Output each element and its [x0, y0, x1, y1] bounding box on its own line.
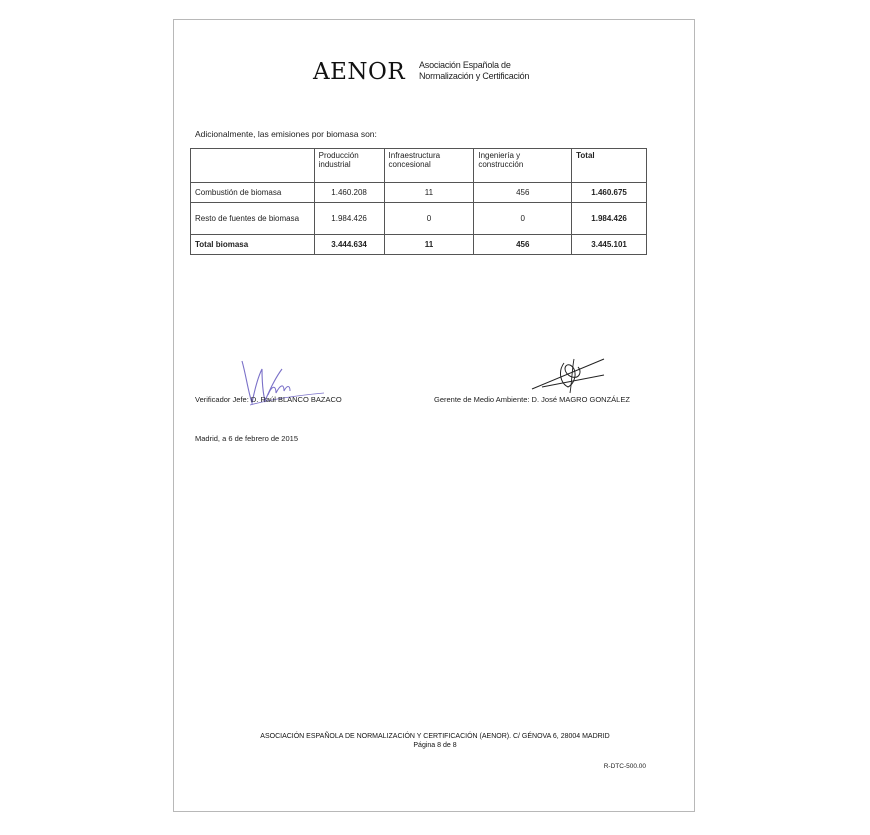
table-cell: 1.460.675: [572, 183, 647, 203]
table-header-cell: Infraestructura concesional: [384, 149, 474, 183]
signature-right-graphic: [528, 353, 608, 397]
biomass-emissions-table: [190, 148, 647, 255]
table-cell: 1.984.426: [572, 203, 647, 235]
table-header-cell: Producción industrial: [314, 149, 384, 183]
table-cell: 3.445.101: [572, 235, 647, 255]
table-header-cell: Ingeniería y construcción: [474, 149, 572, 183]
table-cell: 3.444.634: [314, 235, 384, 255]
logo-org-line2: Normalización y Certificación: [419, 71, 530, 81]
table-row: [191, 235, 647, 255]
table-header-cell: [191, 149, 315, 183]
table-cell: 0: [474, 203, 572, 235]
signatory-right-label: Gerente de Medio Ambiente: D. José MAGRO GONZÁLEZ: [434, 395, 630, 404]
intro-text: Adicionalmente, las emisiones por biomasa son:: [195, 129, 377, 139]
table-cell: 11: [384, 235, 474, 255]
table-header-row: [191, 149, 647, 183]
table-cell: Combustión de biomasa: [191, 183, 315, 203]
logo-wordmark: AENOR: [313, 59, 406, 85]
table-cell: 456: [474, 235, 572, 255]
table-cell: Resto de fuentes de biomasa: [191, 203, 315, 235]
table-cell: 1.460.208: [314, 183, 384, 203]
signatory-left-label: Verificador Jefe: D. Raúl BLANCO BAZACO: [195, 395, 342, 404]
table-header-cell: Total: [572, 149, 647, 183]
table-cell: 456: [474, 183, 572, 203]
logo-org-name: [419, 60, 559, 82]
table-row: [191, 203, 647, 235]
table-cell: Total biomasa: [191, 235, 315, 255]
table-row: [191, 183, 647, 203]
logo-org-line1: Asociación Española de: [419, 60, 511, 70]
page-number: Página 8 de 8: [413, 742, 457, 749]
table-cell: 1.984.426: [314, 203, 384, 235]
document-page: [173, 19, 695, 812]
footer-address: ASOCIACIÓN ESPAÑOLA DE NORMALIZACIÓN Y CERTIFICACIÓN (AENOR). C/ GÉNOVA 6, 28004 MADRID: [260, 733, 610, 740]
table-cell: 11: [384, 183, 474, 203]
place-date: Madrid, a 6 de febrero de 2015: [195, 434, 298, 443]
footer: [174, 732, 696, 750]
table-cell: 0: [384, 203, 474, 235]
document-code: R-DTC-500.00: [603, 763, 646, 770]
